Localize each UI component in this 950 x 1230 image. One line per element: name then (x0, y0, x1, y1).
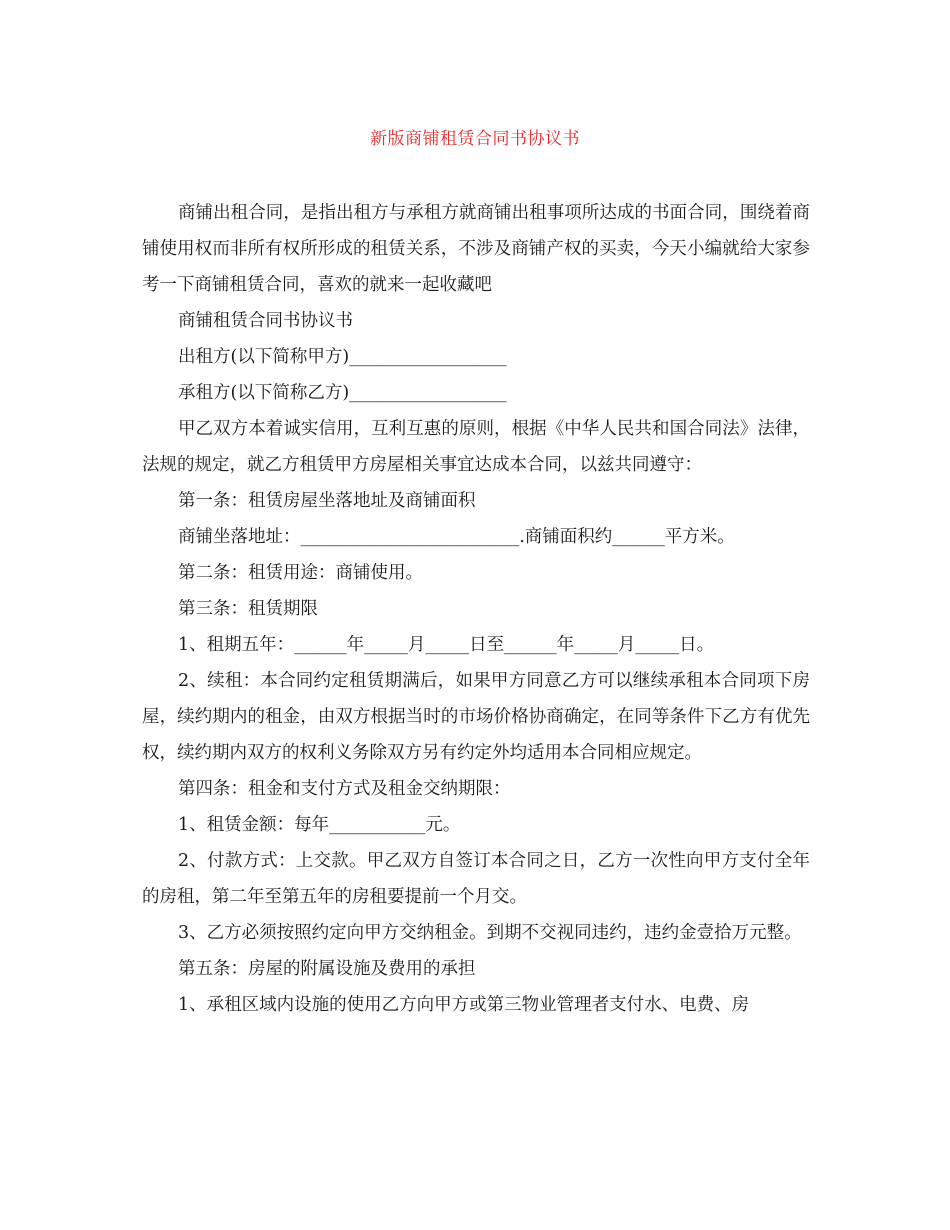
paragraph-intro: 商铺出租合同，是指出租方与承租方就商铺出租事项所达成的书面合同，围绕着商铺使用权而非所有权所形成的租赁关系，不涉及商铺产权的买卖，今天小编就给大家参考一下商铺租赁合同，喜欢的就来一起收藏吧 (142, 203, 810, 295)
paragraph-address: 商铺坐落地址：_________________________.商铺面积约______平方米。 (178, 527, 735, 547)
article-2-heading: 第二条：租赁用途：商铺使用。 (178, 563, 423, 583)
article-5-heading: 第五条：房屋的附属设施及费用的承担 (178, 959, 476, 979)
paragraph-lessor: 出租方(以下简称甲方)__________________ (178, 347, 507, 367)
paragraph-penalty: 3、乙方必须按照约定向甲方交纳租金。到期不交视同违约，违约金壹拾万元整。 (178, 923, 802, 943)
paragraph-heading: 商铺租赁合同书协议书 (178, 311, 353, 331)
paragraph-payment-method: 2、付款方式：上交款。甲乙双方自签订本合同之日，乙方一次性向甲方支付全年的房租，第二年至第五年的房租要提前一个月交。 (142, 851, 810, 907)
article-3-heading: 第三条：租赁期限 (178, 599, 318, 619)
paragraph-lessee: 承租方(以下简称乙方)__________________ (178, 383, 507, 403)
paragraph-rent-amount: 1、租赁金额：每年___________元。 (178, 815, 461, 835)
paragraph-renewal: 2、续租：本合同约定租赁期满后，如果甲方同意乙方可以继续承租本合同项下房屋，续约期内的租金，由双方根据当时的市场价格协商确定，在同等条件下乙方有优先权，续约期内双方的权利义务除双方另有约定外均适用本合同相应规定。 (142, 671, 810, 763)
paragraph-facilities: 1、承租区域内设施的使用乙方向甲方或第三物业管理者支付水、电费、房 (178, 995, 750, 1015)
document-title: 新版商铺租赁合同书协议书 (370, 129, 580, 149)
paragraph-lease-term: 1、租期五年：______年_____月_____日至______年_____月_____日。 (178, 635, 715, 655)
article-4-heading: 第四条：租金和支付方式及租金交纳期限： (178, 779, 511, 799)
document-body (142, 195, 810, 1023)
article-1-heading: 第一条：租赁房屋坐落地址及商铺面积 (178, 491, 476, 511)
paragraph-preamble: 甲乙双方本着诚实信用，互利互惠的原则，根据《中华人民共和国合同法》法律，法规的规定，就乙方租赁甲方房屋相关事宜达成本合同，以兹共同遵守： (142, 419, 810, 475)
